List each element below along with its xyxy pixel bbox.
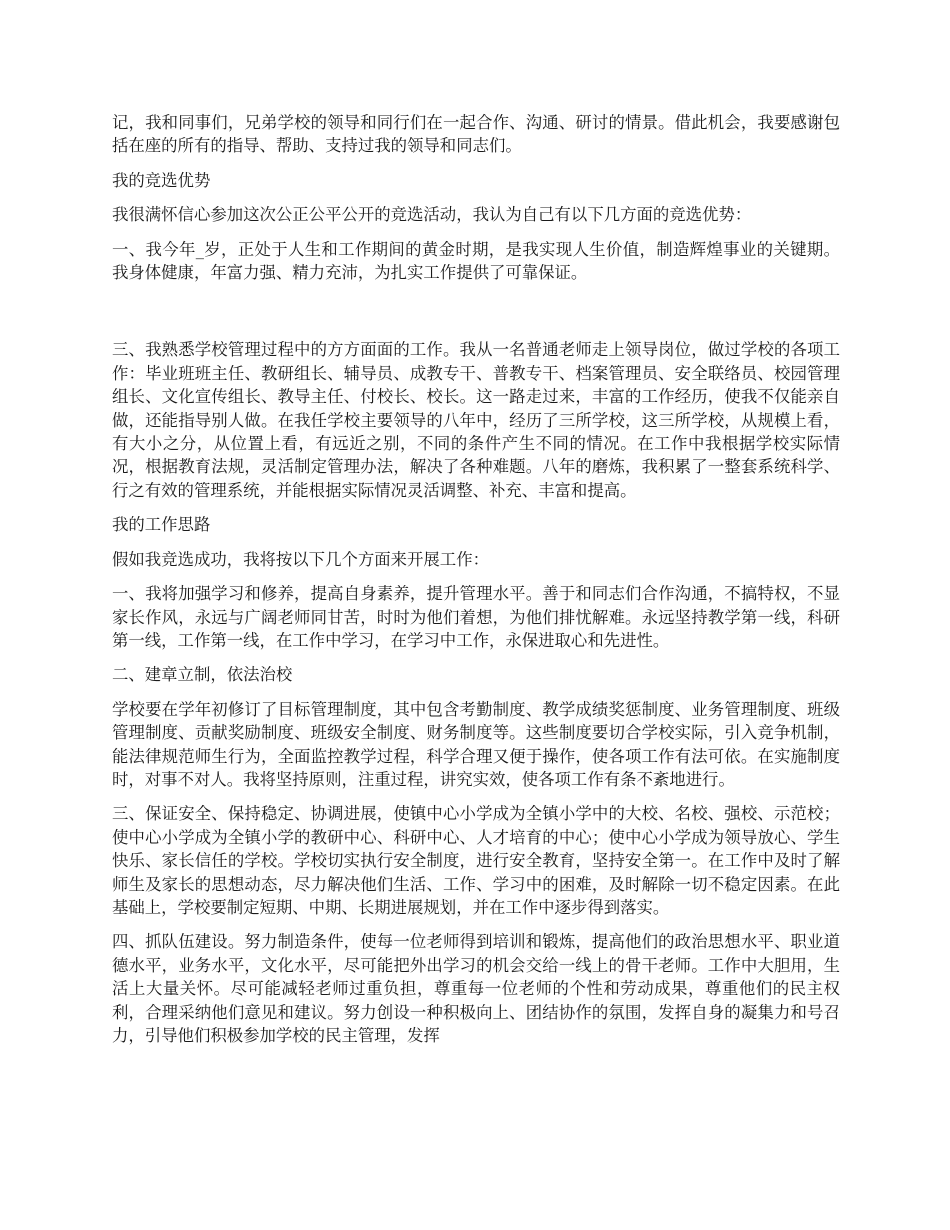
paragraph-plan-two: 学校要在学年初修订了目标管理制度，其中包含考勤制度、教学成绩奖惩制度、业务管理制度、班级管理制度、贡献奖励制度、班级安全制度、财务制度等。这些制度要切合学校实际，引入竞争机制，能法律规范师生行为，全面监控教学过程，科学合理又便于操作，使各项工作有法可依。在实施制度时，对事不对人。我将坚持原则，注重过程，讲究实效，使各项工作有条不紊地进行。 <box>112 699 840 789</box>
paragraph-plan-three: 三、保证安全、保持稳定、协调进展，使镇中心小学成为全镇小学中的大校、名校、强校、示范校；使中心小学成为全镇小学的教研中心、科研中心、人才培育的中心；使中心小学成为领导放心、学生快乐、家长信任的学校。学校切实执行安全制度，进行安全教育，坚持安全第一。在工作中及时了解师生及家长的思想动态，尽力解决他们生活、工作、学习中的困难，及时解除一切不稳定因素。在此基础上，学校要制定短期、中期、长期进展规划，并在工作中逐步得到落实。 <box>112 804 840 917</box>
blank-gap <box>112 295 840 338</box>
subheading-plan-two: 二、建章立制，依法治校 <box>112 665 293 685</box>
paragraph-plan-four: 四、抓队伍建设。努力制造条件，使每一位老师得到培训和锻炼，提高他们的政治思想水平、职业道德水平，业务水平，文化水平，尽可能把外出学习的机会交给一线上的骨干老师。工作中大胆用，生活上大量关怀。尽可能减轻老师过重负担，尊重每一位老师的个性和劳动成果，尊重他们的民主权利，合理采纳他们意见和建议。努力创设一种积极向上、团结协作的氛围，发挥自身的凝集力和号召力，引导他们积极参加学校的民主管理，发挥 <box>112 932 840 1045</box>
paragraph-work-plan-intro: 假如我竞选成功，我将按以下几个方面来开展工作： <box>112 549 489 569</box>
paragraph-advantage-three: 三、我熟悉学校管理过程中的方方面面的工作。我从一名普通老师走上领导岗位，做过学校的各项工作：毕业班班主任、教研组长、辅导员、成教专干、普教专干、档案管理员、安全联络员、校园管理组长、文化宣传组长、教导主任、付校长、校长。这一路走过来，丰富的工作经历，使我不仅能亲自做，还能指导别人做。在我任学校主要领导的八年中，经历了三所学校，这三所学校，从规模上看，有大小之分，从位置上看，有远近之别，不同的条件产生不同的情况。在工作中我根据学校实际情况，根据教育法规，灵活制定管理办法，解决了各种难题。八年的磨炼，我积累了一整套系统科学、行之有效的管理系统，并能根据实际情况灵活调整、补充、丰富和提高。 <box>112 340 840 500</box>
paragraph-plan-one: 一、我将加强学习和修养，提高自身素养，提升管理水平。善于和同志们合作沟通，不搞特权，不显家长作风，永远与广阔老师同甘苦，时时为他们着想，为他们排忧解难。永远坚持教学第一线，科研第一线，工作第一线，在工作中学习，在学习中工作，永保进取心和先进性。 <box>112 584 840 650</box>
section-heading-advantages: 我的竞选优势 <box>112 170 211 190</box>
paragraph-intro-closing: 记，我和同事们，兄弟学校的领导和同行们在一起合作、沟通、研讨的情景。借此机会，我要感谢包括在座的所有的指导、帮助、支持过我的领导和同志们。 <box>112 113 840 156</box>
paragraph-advantages-intro: 我很满怀信心参加这次公正公平公开的竞选活动，我认为自己有以下几方面的竞选优势： <box>112 205 752 225</box>
paragraph-advantage-one: 一、我今年_岁，正处于人生和工作期间的黄金时期，是我实现人生价值，制造辉煌事业的关键期。我身体健康，年富力强、精力充沛，为扎实工作提供了可靠保证。 <box>112 239 840 283</box>
section-heading-work-plan: 我的工作思路 <box>112 515 211 535</box>
document-page <box>112 111 840 1058</box>
